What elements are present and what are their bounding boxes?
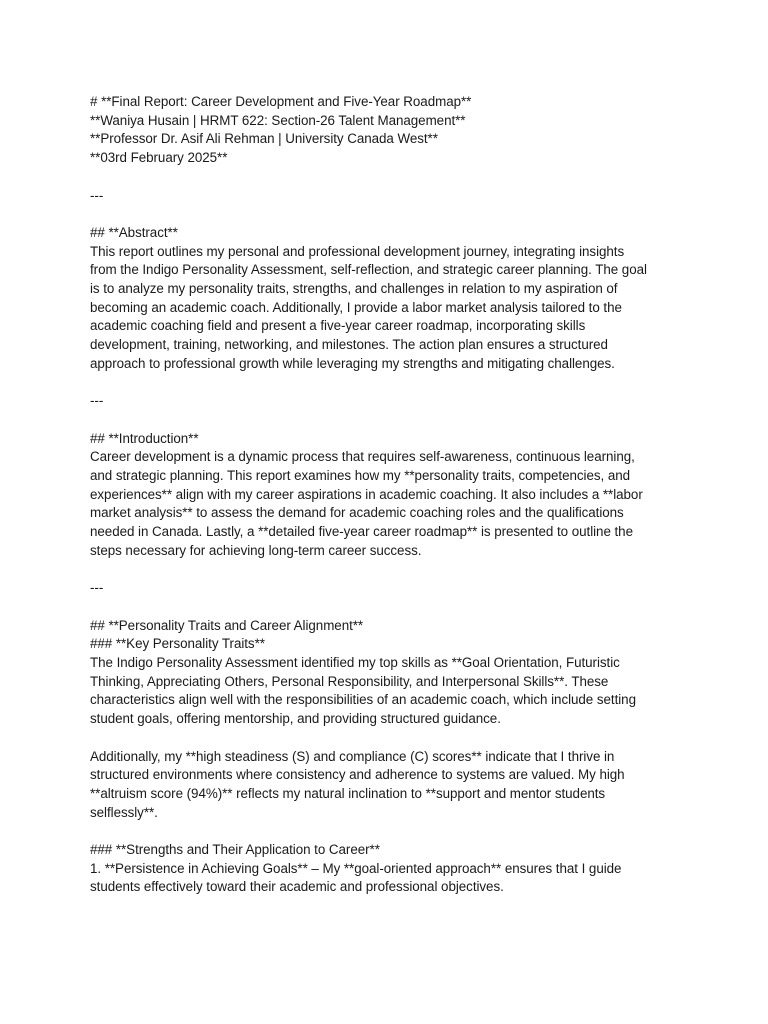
paragraph-line: characteristics align well with the responsibilities of an academic coach, which include setting: [90, 692, 636, 708]
strength-item: [90, 860, 690, 897]
spacer: [90, 598, 690, 617]
paragraph-line: approach to professional growth while leveraging my strengths and mitigating challenges.: [90, 355, 615, 371]
paragraph-line: The Indigo Personality Assessment identified my top skills as **Goal Orientation, Futuristic: [90, 655, 620, 670]
spacer: [90, 205, 690, 224]
strengths-heading: ### **Strengths and Their Application to Career**: [90, 842, 380, 857]
paragraph-line: structured environments where consistency and adherence to systems are valued. My high: [90, 767, 625, 783]
paragraph-line: steps necessary for achieving long-term career success.: [90, 542, 422, 558]
introduction-paragraph: [90, 448, 690, 560]
spacer: [90, 374, 690, 393]
paragraph-line: students effectively toward their academic and professional objectives.: [90, 879, 504, 895]
paragraph-line: This report outlines my personal and professional development journey, integrating insights: [90, 243, 625, 259]
spacer: [90, 561, 690, 580]
abstract-heading: ## **Abstract**: [90, 224, 178, 240]
paragraph-line: **altruism score (94%)** reflects my natural inclination to **support and mentor students: [90, 785, 606, 801]
scores-paragraph: [90, 748, 690, 823]
paragraph-line: experiences** align with my career aspirations in academic coaching. It also includes a **labor: [90, 486, 643, 502]
date-line: **03rd February 2025**: [90, 150, 228, 166]
author-line: **Waniya Husain | HRMT 622: Section-26 Talent Management**: [90, 112, 466, 128]
paragraph-line: academic coaching field and present a five-year career roadmap, incorporating skills: [90, 318, 586, 334]
paragraph-line: Additionally, my **high steadiness (S) and compliance (C) scores** indicate that I thrive in: [90, 748, 615, 764]
paragraph-line: is to analyze my personality traits, strengths, and challenges in relation to my aspiration of: [90, 281, 618, 296]
paragraph-line: needed in Canada. Lastly, a **detailed five-year career roadmap** is presented to outline the: [90, 524, 633, 540]
traits-paragraph: [90, 654, 690, 729]
paragraph-line: 1. **Persistence in Achieving Goals** – My **goal-oriented approach** ensures that I guide: [90, 860, 622, 876]
spacer: [90, 729, 690, 748]
separator: ---: [90, 393, 104, 409]
paragraph-line: selflessly**.: [90, 804, 158, 820]
spacer: [90, 822, 690, 841]
paragraph-line: from the Indigo Personality Assessment, self-reflection, and strategic career planning. The goal: [90, 262, 647, 278]
personality-heading: ## **Personality Traits and Career Alignment**: [90, 617, 364, 633]
paragraph-line: and strategic planning. This report examines how my **personality traits, competencies, and: [90, 468, 631, 483]
paragraph-line: development, training, networking, and milestones. The action plan ensures a structured: [90, 337, 608, 353]
paragraph-line: becoming an academic coach. Additionally, I provide a labor market analysis tailored to the: [90, 299, 622, 315]
separator: ---: [90, 580, 104, 596]
report-title: # **Final Report: Career Development and Five-Year Roadmap**: [90, 94, 472, 109]
paragraph-line: student goals, offering mentorship, and providing structured guidance.: [90, 711, 501, 727]
paragraph-line: Thinking, Appreciating Others, Personal Responsibility, and Interpersonal Skills**. These: [90, 673, 609, 689]
abstract-paragraph: [90, 243, 690, 374]
document-page: [90, 93, 690, 897]
separator: ---: [90, 187, 104, 203]
key-traits-subheading: ### **Key Personality Traits**: [90, 636, 265, 652]
paragraph-line: market analysis** to assess the demand for academic coaching roles and the qualifications: [90, 505, 624, 521]
introduction-heading: ## **Introduction**: [90, 430, 199, 446]
spacer: [90, 168, 690, 187]
spacer: [90, 411, 690, 430]
paragraph-line: Career development is a dynamic process that requires self-awareness, continuous learning,: [90, 449, 635, 465]
professor-line: **Professor Dr. Asif Ali Rehman | University Canada West**: [90, 131, 438, 147]
